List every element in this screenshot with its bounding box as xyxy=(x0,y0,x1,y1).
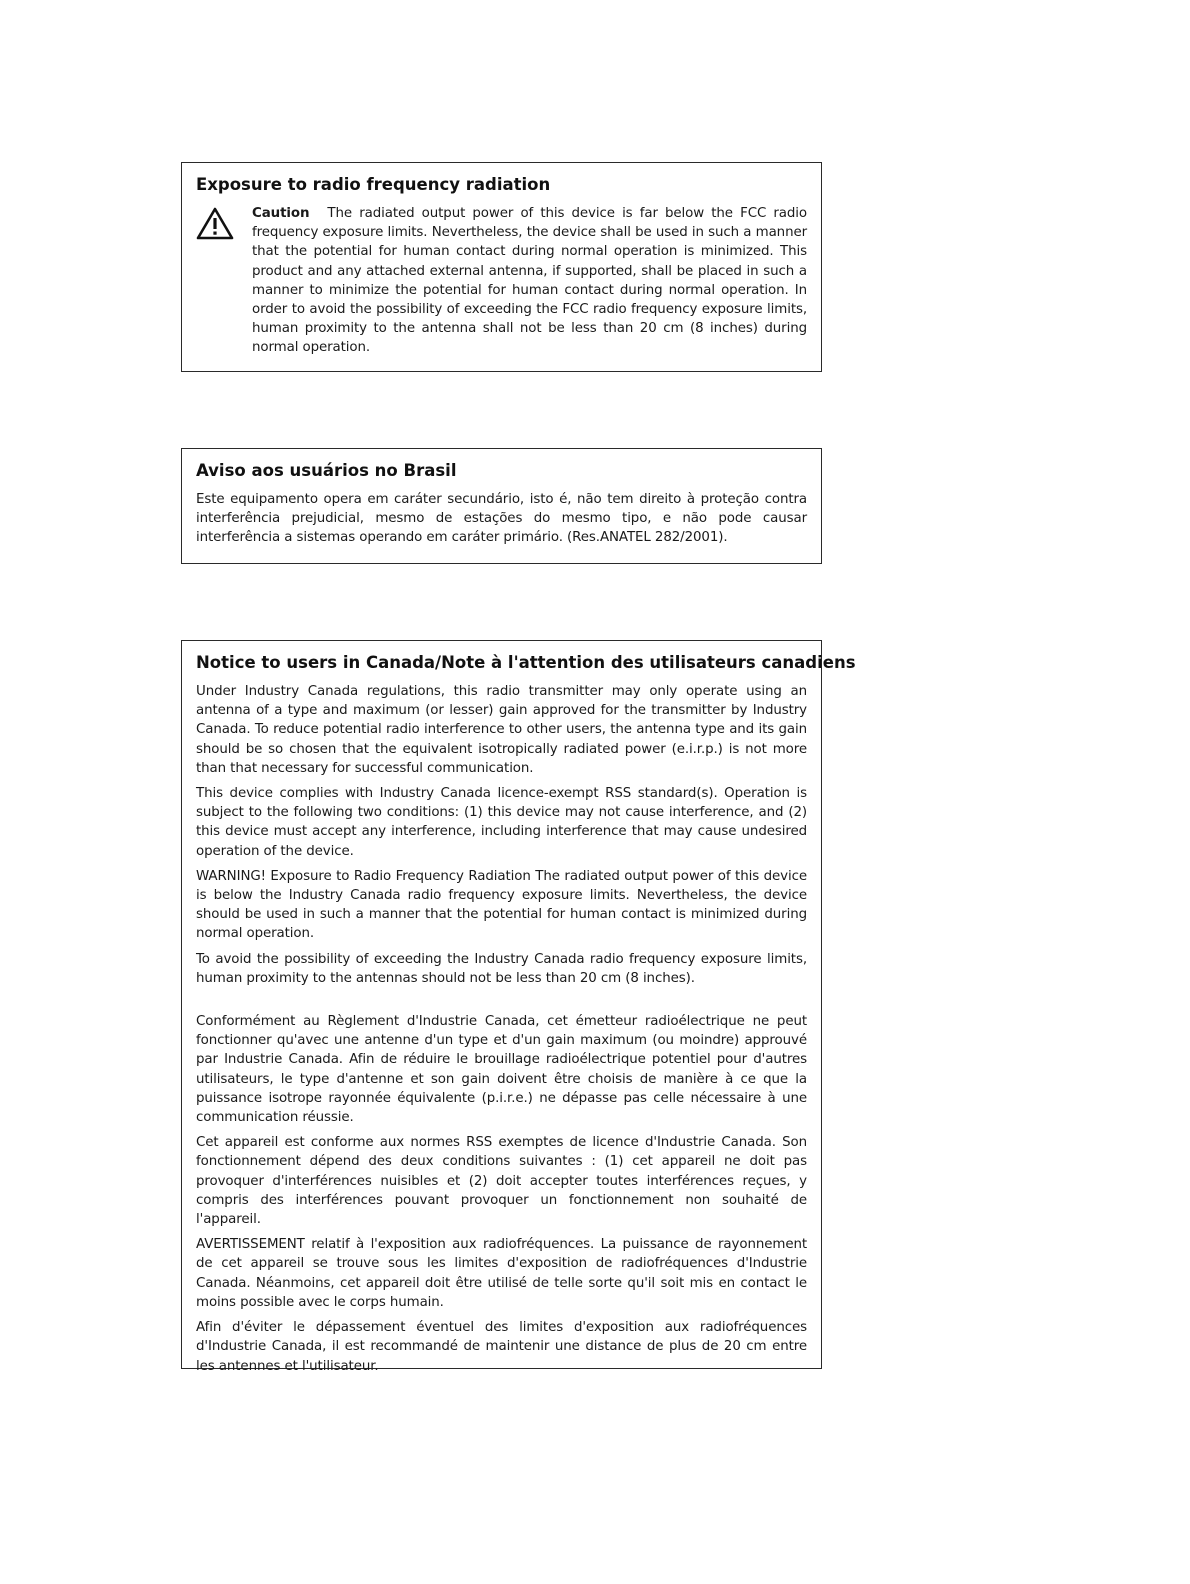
canada-fr-paragraph: Cet appareil est conforme aux normes RSS exemptes de licence d'Industrie Canada. Son fonctionnement dépend des deux conditions suivantes : (1) cet appareil ne doit pas provoquer d'interférences nuisibles et (2) doit accepter toutes interférences reçues, y compris des interférences pouvant provoquer un fonctionnement non souhaité de l'appareil. xyxy=(196,1135,807,1228)
canada-en-paragraph: This device complies with Industry Canada licence-exempt RSS standard(s). Operation is subject to the following two conditions: (1) this device may not cause interference, and (2) this device must accept any interference, including interference that may cause undesired operation of the device. xyxy=(196,786,807,859)
brazil-heading: Aviso aos usuários no Brasil xyxy=(196,461,457,480)
canada-en-paragraph: Under Industry Canada regulations, this radio transmitter may only operate using an antenna of a type and maximum (or lesser) gain approved for the transmitter by Industry Canada. To reduce potential radio interference to other users, the antenna type and its gain should be so chosen that the equivalent isotropically radiated power (e.i.r.p.) is not more than that necessary for successful communication. xyxy=(196,684,807,776)
section-gap xyxy=(196,994,807,1012)
canada-fr-paragraph: Conformément au Règlement d'Industrie Canada, cet émetteur radioélectrique ne peut fonctionner qu'avec une antenne d'un type et d'un gain maximum (ou moindre) approuvé par Industrie Canada. Afin de réduire le brouillage radioélectrique potentiel pour d'autres utilisateurs, le type d'antenne et son gain doivent être choisis de manière à ce que la puissance isotrope rayonnée équivalente (p.i.r.e.) ne dépasse pas celle nécessaire à une communication réussie. xyxy=(196,1014,807,1126)
warning-triangle-icon xyxy=(196,206,236,244)
caution-text-block xyxy=(252,204,807,358)
canada-heading: Notice to users in Canada/Note à l'attention des utilisateurs canadiens xyxy=(196,653,856,672)
brazil-text: Este equipamento opera em caráter secundário, isto é, não tem direito à proteção contra interferência prejudicial, mesmo de estações do mesmo tipo, e não pode causar interferência a sistemas operando em caráter primário. (Res.ANATEL 282/2001). xyxy=(196,492,807,546)
canada-en-paragraph: To avoid the possibility of exceeding the Industry Canada radio frequency exposure limits, human proximity to the antennas should not be less than 20 cm (8 inches). xyxy=(196,951,807,986)
caution-body: The radiated output power of this device is far below the FCC radio frequency exposure limits. Nevertheless, the device shall be used in such a manner that the potential for human contact during normal operation is minimized. This product and any attached external antenna, if supported, shall be placed in such a manner to minimize the potential for human contact during normal operation. In order to avoid the possibility of exceeding the FCC radio frequency exposure limits, human proximity to the antenna shall not be less than 20 cm (8 inches) during normal operation. xyxy=(252,206,807,356)
brazil-notice xyxy=(181,448,822,564)
rf-exposure-notice xyxy=(181,162,822,372)
caution-block xyxy=(196,204,807,364)
canada-notice xyxy=(181,640,856,1374)
canada-fr-paragraph: AVERTISSEMENT relatif à l'exposition aux radiofréquences. La puissance de rayonnement de cet appareil se trouve sous les limites d'exposition de radiofréquences d'Industrie Canada. Néanmoins, cet appareil doit être utilisé de telle sorte qu'il soit mis en contact le moins possible avec le corps humain. xyxy=(196,1237,807,1310)
canada-en-paragraph: WARNING! Exposure to Radio Frequency Radiation The radiated output power of this device is below the Industry Canada radio frequency exposure limits. Nevertheless, the device should be used in such a manner that the potential for human contact is minimized during normal operation. xyxy=(196,868,807,942)
canada-fr-paragraph: Afin d'éviter le dépassement éventuel des limites d'exposition aux radiofréquences d'Industrie Canada, il est recommandé de maintenir une distance de plus de 20 cm entre les antennes et l'utilisateur. xyxy=(196,1320,807,1374)
rf-exposure-heading: Exposure to radio frequency radiation xyxy=(196,175,551,194)
caution-label: Caution xyxy=(252,206,310,221)
